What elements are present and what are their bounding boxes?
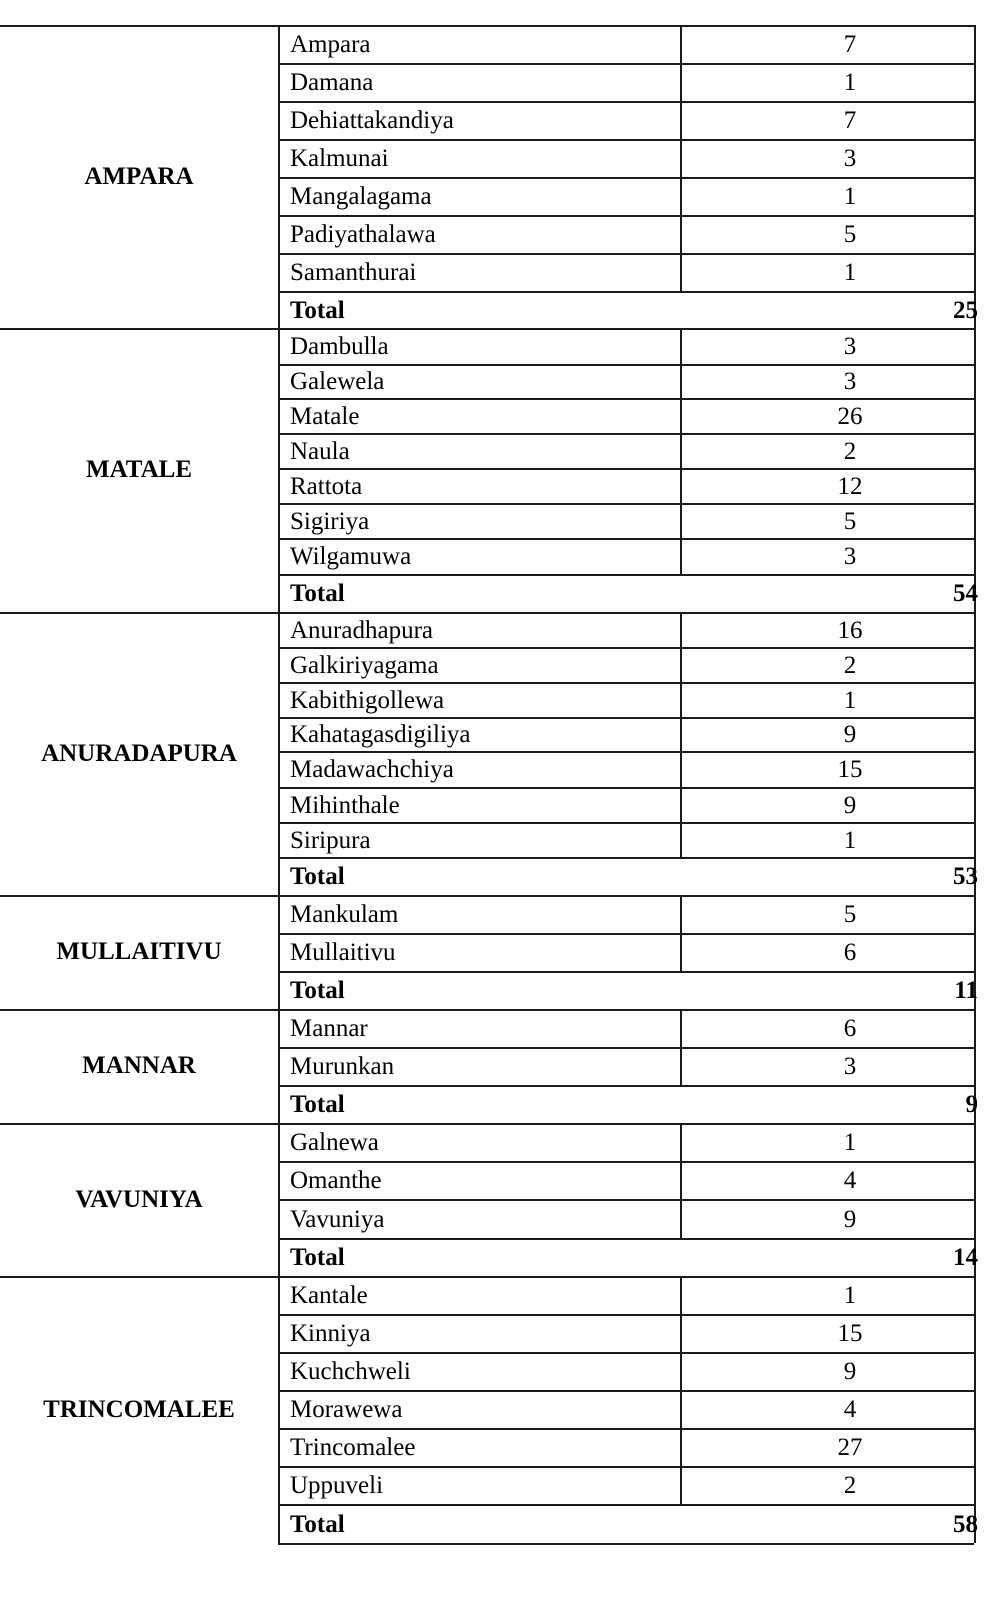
- place-name: Mullaitivu: [290, 939, 396, 966]
- district-name: ANURADAPURA: [41, 739, 237, 767]
- district-name: MANNAR: [82, 1052, 196, 1079]
- row-border: [278, 63, 974, 65]
- place-name: Madawachchiya: [290, 756, 454, 783]
- place-name: Kalmunai: [290, 145, 389, 172]
- place-name: Mangalagama: [290, 183, 432, 210]
- place-name: Galkiriyagama: [290, 651, 439, 679]
- place-name: Mankulam: [290, 901, 399, 928]
- row-border: [278, 503, 974, 505]
- row-border: [278, 717, 974, 719]
- total-label: Total: [290, 296, 345, 324]
- column-border: [278, 1276, 280, 1543]
- place-name: Kinniya: [290, 1320, 371, 1347]
- row-border: [278, 468, 974, 470]
- column-border: [278, 612, 280, 895]
- row-border: [278, 538, 974, 540]
- place-count: 6: [843, 939, 857, 966]
- place-count: 3: [843, 1053, 857, 1080]
- place-count: 1: [843, 183, 857, 210]
- place-name: Omanthe: [290, 1167, 382, 1194]
- district-name: MULLAITIVU: [56, 938, 222, 965]
- place-name: Wilgamuwa: [290, 543, 412, 570]
- row-border: [278, 398, 974, 400]
- row-border: [278, 364, 974, 366]
- place-name: Matale: [290, 402, 360, 430]
- place-name: Murunkan: [290, 1053, 395, 1080]
- row-border: [278, 1199, 974, 1201]
- district-name: TRINCOMALEE: [43, 1395, 235, 1423]
- row-border: [278, 139, 974, 141]
- place-name: Anuradhapura: [290, 616, 433, 644]
- row-border: [278, 1428, 974, 1430]
- district-total: 25: [953, 296, 978, 324]
- place-count: 1: [843, 259, 857, 286]
- district-total: 54: [953, 580, 978, 607]
- place-count: 3: [843, 145, 857, 172]
- place-count: 5: [843, 901, 857, 928]
- row-border: [278, 1314, 974, 1316]
- place-name: Dehiattakandiya: [290, 107, 454, 134]
- row-border: [278, 682, 974, 684]
- block-top-border: [0, 1276, 974, 1278]
- place-count: 2: [843, 437, 857, 465]
- total-label: Total: [290, 580, 345, 607]
- block-top-border: [0, 1009, 974, 1011]
- place-count: 5: [843, 221, 857, 248]
- place-name: Morawewa: [290, 1396, 403, 1423]
- district-total: 53: [953, 863, 978, 890]
- place-name: Galnewa: [290, 1129, 379, 1156]
- district-name: VAVUNIYA: [75, 1185, 203, 1213]
- place-count: 6: [843, 1015, 857, 1042]
- row-border: [278, 1504, 974, 1506]
- total-label: Total: [290, 1510, 345, 1538]
- place-name: Dambulla: [290, 333, 389, 360]
- row-border: [278, 647, 974, 649]
- row-border: [278, 433, 974, 435]
- place-count: 3: [843, 368, 857, 395]
- district-total: 58: [953, 1510, 978, 1538]
- place-count: 12: [837, 472, 863, 500]
- place-name: Trincomalee: [290, 1434, 416, 1461]
- district-name: MATALE: [85, 456, 193, 483]
- row-border: [278, 291, 974, 293]
- place-name: Mihinthale: [290, 791, 400, 819]
- place-count: 1: [843, 1129, 857, 1156]
- place-name: Kantale: [290, 1282, 368, 1309]
- district-total: 9: [965, 1091, 978, 1118]
- place-count: 7: [843, 107, 857, 134]
- row-border: [278, 1466, 974, 1468]
- row-border: [278, 1238, 974, 1240]
- place-count: 5: [843, 507, 857, 535]
- place-count: 9: [843, 1205, 857, 1233]
- row-border: [278, 1390, 974, 1392]
- place-name: Samanthurai: [290, 259, 417, 286]
- table-bottom-border: [278, 1543, 974, 1545]
- place-count: 2: [843, 1472, 857, 1499]
- place-count: 3: [843, 543, 857, 570]
- place-count: 1: [843, 686, 857, 714]
- place-count: 16: [837, 616, 863, 644]
- row-border: [278, 971, 974, 973]
- place-count: 15: [837, 1320, 863, 1347]
- place-name: Mannar: [290, 1015, 368, 1042]
- column-border: [278, 895, 280, 1009]
- place-count: 26: [837, 402, 863, 430]
- column-border: [278, 328, 280, 612]
- column-border: [278, 1009, 280, 1123]
- row-border: [278, 253, 974, 255]
- row-border: [278, 787, 974, 789]
- place-name: Padiyathalawa: [290, 221, 436, 248]
- place-name: Kahatagasdigiliya: [290, 721, 471, 748]
- place-count: 7: [843, 31, 857, 58]
- place-count: 9: [843, 721, 857, 748]
- row-border: [278, 751, 974, 753]
- row-border: [278, 1085, 974, 1087]
- place-count: 9: [843, 791, 857, 819]
- row-border: [278, 822, 974, 824]
- place-name: Uppuveli: [290, 1472, 384, 1499]
- block-top-border: [0, 328, 974, 330]
- place-count: 9: [843, 1358, 857, 1385]
- place-count: 1: [843, 1282, 857, 1309]
- place-name: Sigiriya: [290, 507, 370, 535]
- place-name: Siripura: [290, 826, 371, 854]
- place-count: 1: [843, 826, 857, 854]
- district-name: AMPARA: [84, 162, 194, 190]
- row-border: [278, 215, 974, 217]
- column-border: [680, 25, 682, 291]
- row-border: [278, 1352, 974, 1354]
- row-border: [278, 857, 974, 859]
- place-name: Naula: [290, 437, 350, 465]
- total-label: Total: [290, 977, 345, 1004]
- place-name: Galewela: [290, 368, 385, 395]
- block-top-border: [0, 25, 974, 27]
- total-label: Total: [290, 1244, 345, 1271]
- place-count: 3: [843, 333, 857, 360]
- column-border: [680, 612, 682, 857]
- district-total: 14: [953, 1244, 978, 1271]
- place-count: 27: [837, 1434, 863, 1461]
- total-label: Total: [290, 863, 345, 890]
- block-top-border: [0, 895, 974, 897]
- total-label: Total: [290, 1091, 345, 1118]
- place-name: Vavuniya: [290, 1205, 385, 1233]
- place-count: 4: [843, 1167, 857, 1194]
- row-border: [278, 177, 974, 179]
- row-border: [278, 1047, 974, 1049]
- place-name: Damana: [290, 69, 374, 96]
- place-name: Ampara: [290, 31, 371, 58]
- row-border: [278, 933, 974, 935]
- row-border: [278, 1161, 974, 1163]
- row-border: [278, 101, 974, 103]
- place-count: 1: [843, 69, 857, 96]
- block-top-border: [0, 612, 974, 614]
- place-count: 15: [837, 756, 863, 783]
- block-top-border: [0, 1123, 974, 1125]
- place-name: Kabithigollewa: [290, 686, 445, 714]
- column-border: [680, 1123, 682, 1238]
- place-name: Kuchchweli: [290, 1358, 411, 1385]
- place-count: 2: [843, 651, 857, 679]
- row-border: [278, 574, 974, 576]
- place-count: 4: [843, 1396, 857, 1423]
- place-name: Rattota: [290, 472, 363, 500]
- district-total: 11: [954, 977, 978, 1004]
